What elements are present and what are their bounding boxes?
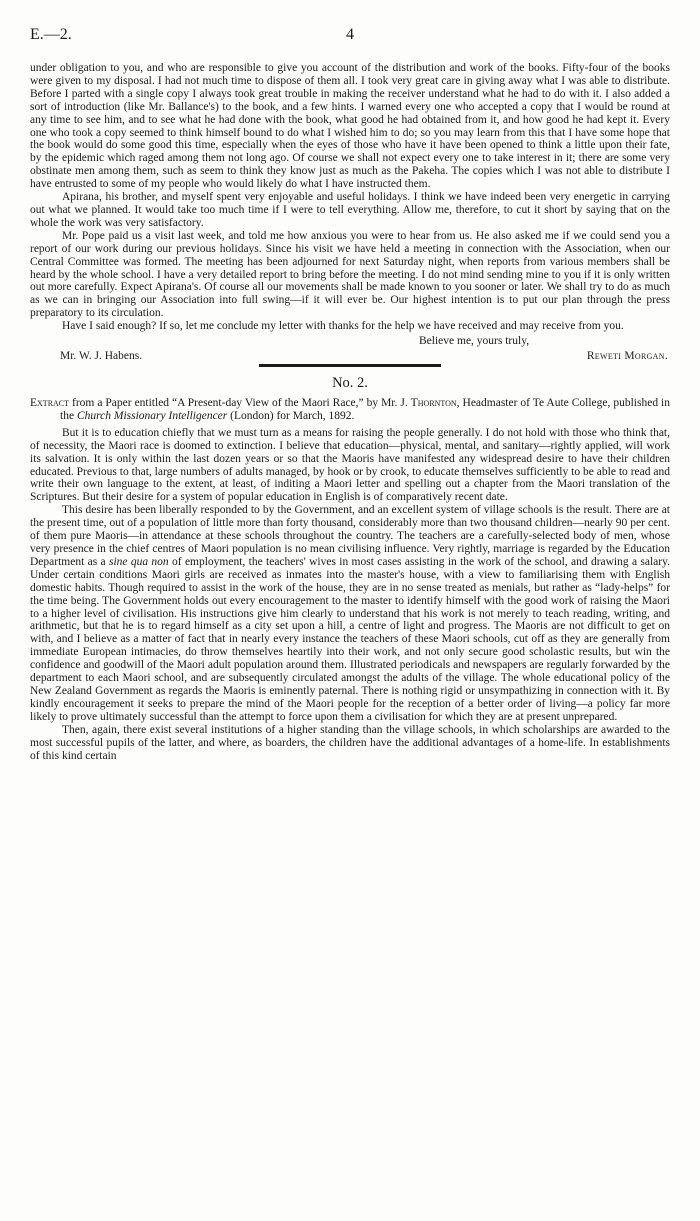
letter-paragraph: Mr. Pope paid us a visit last week, and told me how anxious you were to hear from us. He also asked me if we could send you a report of our work during our previous holidays. Since his visit we have held a meeting in connection with the Association, when our Central Committee was formed. The meeting has been adjourned for next Saturday night, when reports from various members shall be heard by the whole school. I have a very detailed report to bring before the meeting. I do not mind sending mine to you if it is only written out more carefully. Expect Apirana's. Of course all our movements shall be made known to you sooner or later. We shall try to do as much as we can in bringing our Association into full swing—if it will ever be. Our highest intention is to put our plan through the press preparatory to its circulation. [30,229,670,320]
page-number: 4 [346,26,354,43]
letter-paragraph: under obligation to you, and who are responsible to give you account of the distribution and work of the books. Fifty-four of the books were given to my disposal. I had not much time to dispose of them all. I took very great care in giving away what I was able to distribute. Before I parted with a single copy I always took great trouble in making the receiver understand what he had to do with it. I also added a sort of introduction (like Mr. Ballance's) to the book, and a few hints. I warned every one who accepted a copy that I would be round at any time to see him, and to see what he had done with the book, what good he had obtained from it, and how good he had kept it. Every one who took a copy seemed to think himself bound to do what I wished him to do; so you may learn from this that I have some hope that the book would do some good this time, especially when the eyes of those who have it have been opened to think a little upon their fate, by the epidemic which raged among them not long ago. Of course we shall not expect every one to take interest in it; there are some very obstinate men among them, such as seem to think they know just as much as the Pakeha. The copies which I was not able to distribute I have entrusted to some of my people who would likely do what I have instructed them. [30,62,670,191]
extract-text: , Headmaster of Te Aute College, published in the [60,397,670,423]
extract-heading [30,397,670,424]
letter-paragraph: Have I said enough? If so, let me conclude my letter with thanks for the help we have received and may receive from you. [62,320,624,333]
article-paragraph [30,504,670,723]
extract-author: Thornton [410,397,457,410]
signature: Reweti Morgan. [586,350,668,363]
letter [30,62,670,333]
section-number: No. 2. [332,375,368,392]
section-divider [259,364,441,367]
latin-phrase: sine qua non [108,555,169,568]
extract-text: from a Paper entitled “A Present-day View of the Maori Race,” by Mr. J. [69,397,411,410]
letter-paragraph: Apirana, his brother, and myself spent very enjoyable and useful holidays. I think we have indeed been very energetic in carrying out what we planned. It would take too much time if I were to tell everything. Allow me, therefore, to cut it short by saying that on the whole the work was very satisfactory. [30,191,670,229]
paragraph-text: This desire has been liberally responded to by the Government, and an excellent system of village schools is the result. There are at the present time, out of a population of little more than forty thousand, considerably more than two thousand children—nearly 90 per cent. of them pure Maoris—in attendance at these schools throughout the country. The teachers are a carefully-selected body of men, whose very presence in the chief centres of Maori population is no mean civilising influence. Very rightly, marriage is regarded by the Education Department as a [30,504,670,568]
article-paragraph: But it is to education chiefly that we must turn as a means for raising the people generally. I do not hold with those who think that, of necessity, the Maori race is doomed to extinction. I believe that education—physical, mental, and sanitary—rightly applied, will work its salvation. It is only within the last dozen years or so that the Maoris have manifested any widespread desire to have their children educated. Previous to that, large numbers of adults managed, by hook or by crook, to educate themselves sufficiently to be able to read and write their own language to the extent, at least, of inditing a Maori letter and spelling out a chapter from the Maori translation of the Scriptures. But their desire for a system of popular education in English is of comparatively recent date. [30,426,670,504]
journal-title: Church Missionary Intelligencer [76,410,228,423]
page-header [30,26,670,48]
letter-closing [30,333,670,363]
addressee: Mr. W. J. Habens. [60,350,143,363]
paragraph-text: of employment, the teachers' wives in most cases assisting in the work of the school, and drawing a salary. Under certain conditions Maori girls are received as inmates into the master's house, with a view to familiarising them with English domestic habits. Though required to assist in the work of the house, they are in no sense treated as menials, but rather as “lady-helps” for the time being. The Government holds out every encouragement to the master to identify himself with the good work of raising the Maori to a higher level of civilisation. His instructions give him clearly to understand that his work is not merely to teach reading, writing, and arithmetic, but that he is to regard himself as a city set upon a hill, a centre of light and progress. The Maoris are not difficult to get on with, and I believe as a matter of fact that in nearly every instance the teachers of these Maori schools, cut off as they are generally from immediate European intimacies, do throw themselves heartily into their work, and not only secure good scholastic results, but win the confidence and goodwill of the Maori adult population around them. Illustrated periodicals and newspapers are regularly forwarded by the department to each Maori school, and are subsequently circulated amongst the adults of the village. The whole educational policy of the New Zealand Government as regards the Maoris is eminently paternal. There is nothing rigid or unsympathizing in connection with it. By kindly encouragement it seeks to prepare the mind of the Maori people for the reception of a better order of living—a policy far more likely to prove ultimately successful than the attempt to force upon them a civilisation for which they are at present unprepared. [30,555,670,723]
article-paragraph: Then, again, there exist several institutions of a higher standing than the village schools, in which scholarships are awarded to the most successful pupils of the latter, and where, as boarders, the children have the additional advantages of a home-life. In establishments of this kind certain [30,723,670,762]
page-body [30,62,670,762]
valediction: Believe me, yours truly, [419,335,530,348]
extract-text: (London) for March, 1892. [227,410,355,423]
document-reference: E.—2. [30,26,72,43]
extract-lead: Extract [30,397,70,410]
